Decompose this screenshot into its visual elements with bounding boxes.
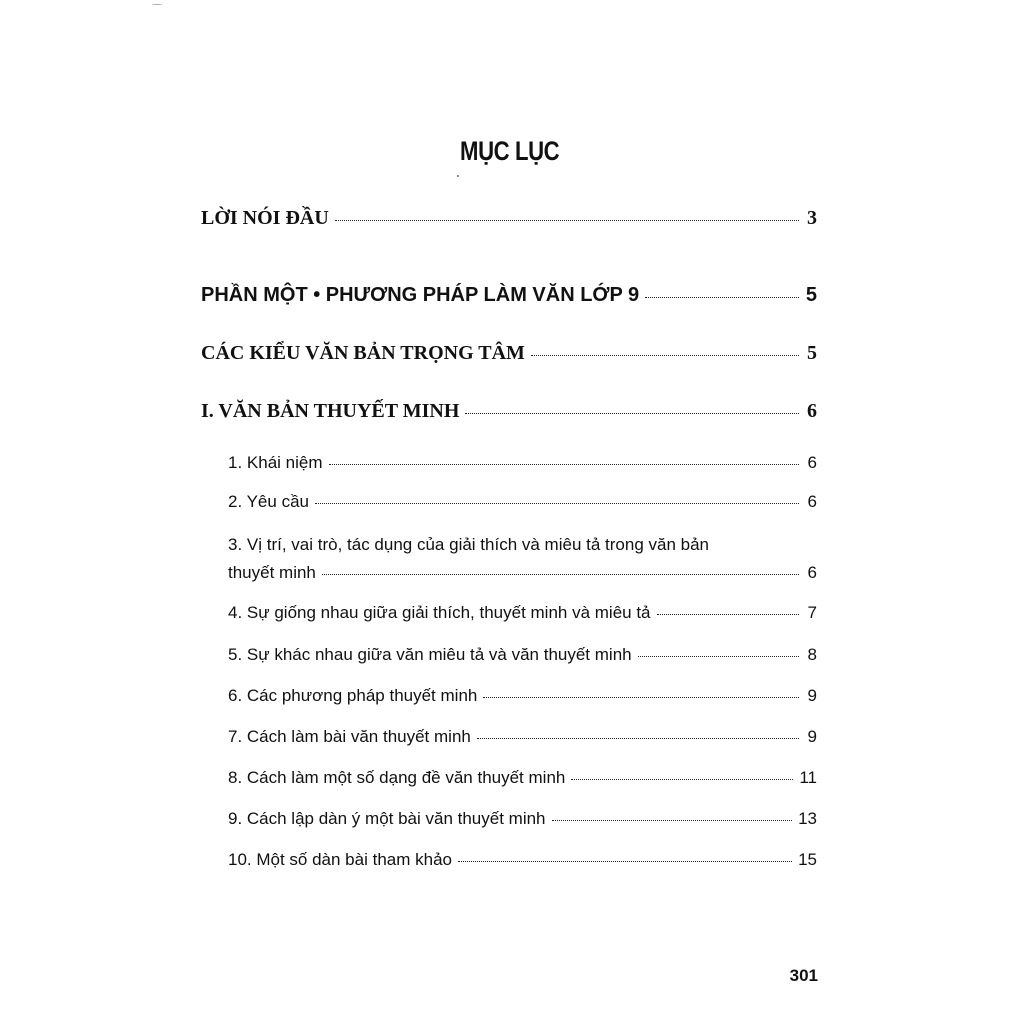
- dot-leader: [465, 413, 799, 414]
- dot-leader: [322, 574, 799, 575]
- toc-entry-item-1: [228, 453, 817, 473]
- toc-entry-text-types: [201, 342, 817, 365]
- dot-leader: [645, 297, 799, 298]
- toc-entry-item-9: [228, 809, 817, 829]
- toc-entry-label: CÁC KIỂU VĂN BẢN TRỌNG TÂM: [201, 342, 525, 364]
- toc-entry-page: 3: [807, 207, 817, 229]
- toc-entry-page: 9: [807, 686, 817, 705]
- toc-entry-label: LỜI NÓI ĐẦU: [201, 207, 329, 229]
- scan-speck: [457, 175, 459, 177]
- toc-entry-page: 11: [799, 768, 817, 787]
- toc-entry-label: 10. Một số dàn bài tham khảo: [228, 850, 452, 869]
- toc-entry-page: 5: [807, 342, 817, 364]
- dot-leader: [571, 779, 793, 780]
- toc-title: MỤC LỤC: [460, 136, 560, 166]
- toc-entry-page: 5: [805, 284, 817, 306]
- dot-leader: [335, 220, 799, 221]
- toc-entry-item-6: [228, 686, 817, 706]
- toc-entry-section-i: [201, 400, 817, 423]
- dot-leader: [315, 503, 799, 504]
- page-number: 301: [789, 966, 818, 985]
- toc-entry-label: PHẦN MỘT • PHƯƠNG PHÁP LÀM VĂN LỚP 9: [201, 284, 640, 306]
- scan-speck: [152, 4, 162, 5]
- dot-leader: [638, 656, 799, 657]
- toc-entry-page: 7: [807, 603, 817, 622]
- toc-entry-item-7: [228, 727, 817, 747]
- toc-entry-item-5: [228, 645, 817, 665]
- toc-entry-label: I. VĂN BẢN THUYẾT MINH: [201, 400, 460, 422]
- toc-entry-page: 6: [807, 563, 817, 582]
- dot-leader: [477, 738, 799, 739]
- toc-entry-label: 5. Sự khác nhau giữa văn miêu tả và văn thuyết minh: [228, 645, 632, 664]
- toc-entry-item-3: [228, 563, 817, 583]
- dot-leader: [552, 820, 793, 821]
- toc-entry-page: 15: [798, 850, 817, 869]
- toc-entry-item-2: [228, 492, 817, 512]
- toc-entry-item-10: [228, 850, 817, 870]
- toc-entry-label: thuyết minh: [228, 563, 316, 582]
- dot-leader: [329, 464, 800, 465]
- toc-entry-page: 6: [807, 453, 817, 472]
- toc-entry-preface: [201, 207, 817, 230]
- toc-entry-item-3-line1: 3. Vị trí, vai trò, tác dụng của giải thích và miêu tả trong văn bản: [228, 535, 709, 554]
- toc-entry-page: 6: [807, 400, 817, 422]
- dot-leader: [458, 861, 792, 862]
- toc-entry-item-4: [228, 603, 817, 623]
- dot-leader: [483, 697, 799, 698]
- toc-entry-label: 6. Các phương pháp thuyết minh: [228, 686, 478, 705]
- toc-entry-label: 7. Cách làm bài văn thuyết minh: [228, 727, 471, 746]
- toc-entry-item-8: [228, 768, 817, 788]
- toc-entry-label: 9. Cách lập dàn ý một bài văn thuyết minh: [228, 809, 546, 828]
- toc-entry-page: 13: [798, 809, 817, 828]
- dot-leader: [657, 614, 799, 615]
- dot-leader: [531, 355, 799, 356]
- toc-entry-label: 2. Yêu cầu: [228, 492, 309, 511]
- toc-entry-page: 8: [807, 645, 817, 664]
- toc-entry-part-one: [201, 284, 817, 307]
- toc-entry-label: 1. Khái niệm: [228, 453, 323, 472]
- toc-entry-page: 9: [807, 727, 817, 746]
- toc-entry-label: 4. Sự giống nhau giữa giải thích, thuyết minh và miêu tả: [228, 603, 651, 622]
- toc-entry-label: 8. Cách làm một số dạng đề văn thuyết minh: [228, 768, 566, 787]
- toc-entry-page: 6: [807, 492, 817, 511]
